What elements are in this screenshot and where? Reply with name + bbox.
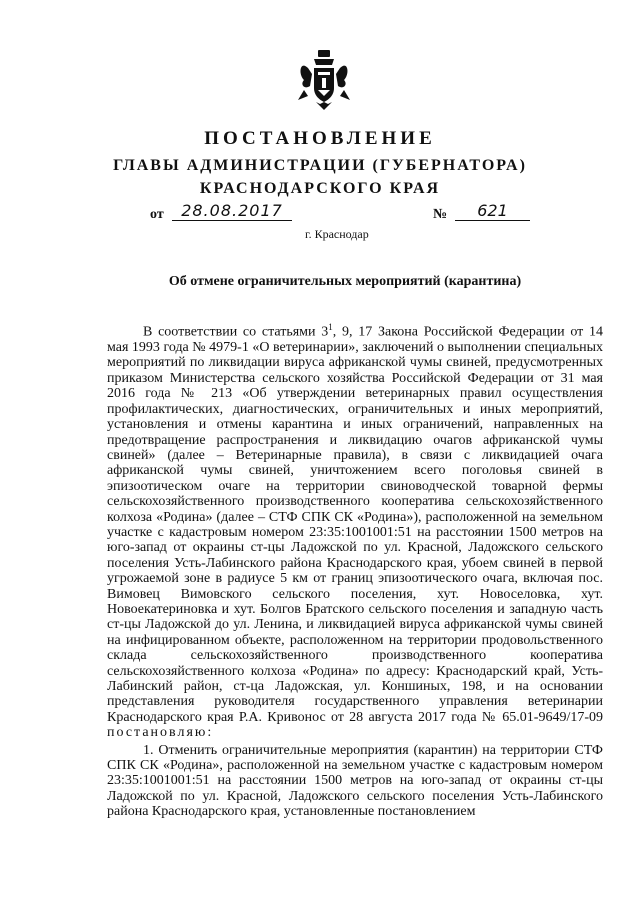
preamble-text-start: В соответствии со статьями 3 bbox=[143, 324, 329, 340]
issuer-line-1: ГЛАВЫ АДМИНИСТРАЦИИ (ГУБЕРНАТОРА) bbox=[113, 157, 527, 174]
coat-of-arms-emblem bbox=[296, 50, 352, 110]
document-date: 28.08.2017 bbox=[172, 201, 292, 221]
decree-item-1: 1. Отменить ограничительные мероприятия (карантин) на территории СТФ СПК СК «Родина», расположенной на земельном участке с кадастровым номером 23:35:1001001:51 на расстоянии 1500 метров на юго-запад от окраины ст-цы Ладожской по ул. Красной, Ладожского сельского поселения Усть-Лабинского района Краснодарского края, установленные постановлением bbox=[107, 742, 603, 820]
article-superscript: 1 bbox=[328, 322, 333, 332]
document-body bbox=[107, 320, 603, 820]
issue-city: г. Краснодар bbox=[305, 227, 369, 241]
document-number: 621 bbox=[455, 201, 530, 221]
date-prefix: от bbox=[150, 207, 164, 222]
issuer-line-2: КРАСНОДАРСКОГО КРАЯ bbox=[199, 180, 441, 197]
decree-word: постановляю: bbox=[107, 725, 214, 741]
document-title: ПОСТАНОВЛЕНИЕ bbox=[204, 128, 436, 149]
preamble-paragraph bbox=[107, 320, 603, 741]
preamble-text: , 9, 17 Закона Российской Федерации от 14 мая 1993 года № 4979-1 «О ветеринарии», заключений о выполнении специальных мероприятий по ликвидации вируса африканской чумы свиней, предусмотренных приказом Министерства сельского хозяйства Российской Федерации от 31 мая 2016 года № 213 «Об утверждении ветеринарных правил осуществления профилактических, диагностических, ограничительных и иных мероприятий, установления и отмены карантина и иных ограничений, направленных на предотвращение распространения и ликвидацию очагов африканской чумы свиней» (далее – Ветеринарные правила), в связи с ликвидацией очага африканской чумы свиней, уничтожением всего поголовья свиней в эпизоотическом очаге на территории свиноводческой товарной фермы сельскохозяйственного производственного кооператива сельскохозяйственного колхоза «Родина» (далее – СТФ СПК СК «Родина»), расположенной на земельном участке с кадастровым номером 23:35:1001001:51 на расстоянии 1500 метров на юго-запад от окраины ст-цы Ладожской по ул. Красной, Ладожского сельского поселения Усть-Лабинского района Краснодарского края, убоем свиней в первой угрожаемой зоне в радиусе 5 км от границ эпизоотического очага, включая пос. Вимовец Вимовского сельского поселения, хут. Новоселовка, хут. Новоекатериновка и хут. Болгов Братского сельского поселения и западную часть ст-цы Ладожской до ул. Ленина, и ликвидацией вируса африканской чумы свиней на инфицированном объекте, расположенном на территории продовольственного склада сельскохозяйственного производственного кооператива сельскохозяйственного колхоза «Родина» по адресу: Краснодарский край, Усть-Лабинский район, ст-ца Ладожская, ул. Коншиных, 198, и на основании представления руководителя государственного управления ветеринарии Краснодарского края Р.А. Кривонос от 28 августа 2017 года № 65.01-9649/17-09 bbox=[107, 324, 603, 725]
number-prefix: № bbox=[433, 207, 448, 222]
document-subject: Об отмене ограничительных мероприятий (карантина) bbox=[168, 274, 522, 289]
date-number-line bbox=[150, 203, 530, 227]
